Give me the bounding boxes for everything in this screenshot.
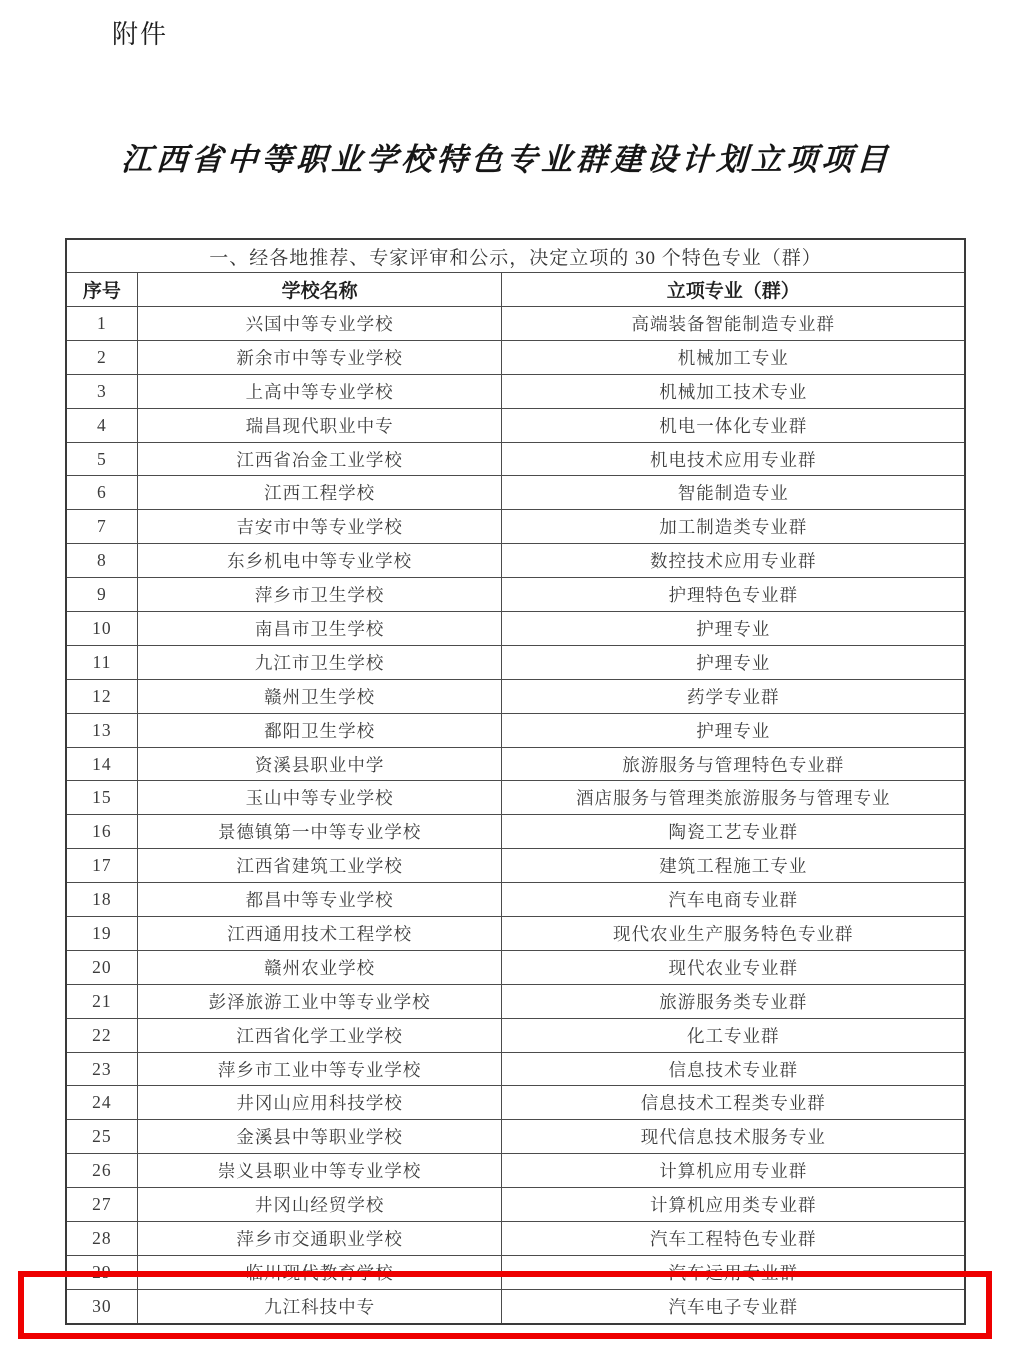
school-name: 南昌市卫生学校 (137, 612, 502, 646)
school-name: 九江科技中专 (137, 1289, 502, 1323)
table-row (66, 917, 965, 951)
row-number: 6 (66, 476, 137, 510)
row-number: 25 (66, 1120, 137, 1154)
school-name: 江西省化学工业学校 (137, 1018, 502, 1052)
table-row (66, 679, 965, 713)
table-body (66, 239, 965, 1324)
row-number: 29 (66, 1255, 137, 1289)
project-major: 护理专业 (502, 645, 965, 679)
project-major: 旅游服务类专业群 (502, 984, 965, 1018)
project-major: 酒店服务与管理类旅游服务与管理专业 (502, 781, 965, 815)
row-number: 9 (66, 578, 137, 612)
project-major: 高端装备智能制造专业群 (502, 307, 965, 341)
project-major: 加工制造类专业群 (502, 510, 965, 544)
school-name: 萍乡市工业中等专业学校 (137, 1052, 502, 1086)
project-major: 旅游服务与管理特色专业群 (502, 747, 965, 781)
row-number: 15 (66, 781, 137, 815)
projects-table (65, 238, 966, 1325)
project-major: 汽车工程特色专业群 (502, 1222, 965, 1256)
project-major: 药学专业群 (502, 679, 965, 713)
school-name: 兴国中等专业学校 (137, 307, 502, 341)
row-number: 17 (66, 849, 137, 883)
table-row (66, 544, 965, 578)
project-major: 护理专业 (502, 612, 965, 646)
column-header-no: 序号 (66, 273, 137, 307)
table-row (66, 612, 965, 646)
table-row (66, 1120, 965, 1154)
table-row (66, 984, 965, 1018)
row-number: 22 (66, 1018, 137, 1052)
row-number: 5 (66, 442, 137, 476)
project-major: 机械加工专业 (502, 340, 965, 374)
row-number: 12 (66, 679, 137, 713)
school-name: 新余市中等专业学校 (137, 340, 502, 374)
school-name: 景德镇第一中等专业学校 (137, 815, 502, 849)
row-number: 14 (66, 747, 137, 781)
row-number: 27 (66, 1188, 137, 1222)
school-name: 萍乡市交通职业学校 (137, 1222, 502, 1256)
row-number: 13 (66, 713, 137, 747)
table-row (66, 1018, 965, 1052)
row-number: 3 (66, 374, 137, 408)
row-number: 24 (66, 1086, 137, 1120)
table-row (66, 747, 965, 781)
table-row (66, 815, 965, 849)
school-name: 东乡机电中等专业学校 (137, 544, 502, 578)
school-name: 临川现代教育学校 (137, 1255, 502, 1289)
row-number: 28 (66, 1222, 137, 1256)
table-row (66, 1255, 965, 1289)
table-row (66, 781, 965, 815)
project-major: 建筑工程施工专业 (502, 849, 965, 883)
school-name: 江西通用技术工程学校 (137, 917, 502, 951)
table-row (66, 849, 965, 883)
row-number: 8 (66, 544, 137, 578)
row-number: 30 (66, 1289, 137, 1323)
project-major: 信息技术工程类专业群 (502, 1086, 965, 1120)
school-name: 彭泽旅游工业中等专业学校 (137, 984, 502, 1018)
row-number: 11 (66, 645, 137, 679)
project-major: 机电技术应用专业群 (502, 442, 965, 476)
project-major: 汽车电子专业群 (502, 1289, 965, 1323)
table-row (66, 1289, 965, 1323)
row-number: 7 (66, 510, 137, 544)
table-section-header: 一、经各地推荐、专家评审和公示，决定立项的 30 个特色专业（群） (66, 239, 965, 273)
project-major: 护理特色专业群 (502, 578, 965, 612)
project-major: 陶瓷工艺专业群 (502, 815, 965, 849)
table-row (66, 1188, 965, 1222)
project-major: 汽车电商专业群 (502, 883, 965, 917)
school-name: 鄱阳卫生学校 (137, 713, 502, 747)
project-major: 机械加工技术专业 (502, 374, 965, 408)
project-major: 数控技术应用专业群 (502, 544, 965, 578)
row-number: 16 (66, 815, 137, 849)
table-row (66, 476, 965, 510)
table-row (66, 883, 965, 917)
school-name: 江西省冶金工业学校 (137, 442, 502, 476)
school-name: 崇义县职业中等专业学校 (137, 1154, 502, 1188)
school-name: 萍乡市卫生学校 (137, 578, 502, 612)
school-name: 江西工程学校 (137, 476, 502, 510)
table-row (66, 340, 965, 374)
table-row (66, 1154, 965, 1188)
project-major: 护理专业 (502, 713, 965, 747)
project-major: 化工专业群 (502, 1018, 965, 1052)
projects-table-wrap (65, 238, 966, 1325)
school-name: 资溪县职业中学 (137, 747, 502, 781)
school-name: 金溪县中等职业学校 (137, 1120, 502, 1154)
row-number: 26 (66, 1154, 137, 1188)
project-major: 现代农业生产服务特色专业群 (502, 917, 965, 951)
row-number: 10 (66, 612, 137, 646)
row-number: 4 (66, 408, 137, 442)
row-number: 19 (66, 917, 137, 951)
project-major: 现代信息技术服务专业 (502, 1120, 965, 1154)
row-number: 20 (66, 950, 137, 984)
project-major: 信息技术专业群 (502, 1052, 965, 1086)
table-row (66, 408, 965, 442)
project-major: 计算机应用专业群 (502, 1154, 965, 1188)
project-major: 智能制造专业 (502, 476, 965, 510)
school-name: 赣州农业学校 (137, 950, 502, 984)
table-row (66, 1052, 965, 1086)
table-column-header-row (66, 273, 965, 307)
attachment-label: 附件 (112, 19, 169, 49)
row-number: 23 (66, 1052, 137, 1086)
table-row (66, 510, 965, 544)
table-row (66, 1086, 965, 1120)
table-row (66, 950, 965, 984)
school-name: 瑞昌现代职业中专 (137, 408, 502, 442)
school-name: 江西省建筑工业学校 (137, 849, 502, 883)
row-number: 21 (66, 984, 137, 1018)
document-title: 江西省中等职业学校特色专业群建设计划立项项目 (120, 142, 893, 177)
school-name: 井冈山经贸学校 (137, 1188, 502, 1222)
project-major: 汽车运用专业群 (502, 1255, 965, 1289)
row-number: 18 (66, 883, 137, 917)
table-row (66, 578, 965, 612)
school-name: 上高中等专业学校 (137, 374, 502, 408)
project-major: 机电一体化专业群 (502, 408, 965, 442)
table-row (66, 442, 965, 476)
school-name: 井冈山应用科技学校 (137, 1086, 502, 1120)
project-major: 计算机应用类专业群 (502, 1188, 965, 1222)
school-name: 都昌中等专业学校 (137, 883, 502, 917)
table-row (66, 645, 965, 679)
row-number: 2 (66, 340, 137, 374)
table-row (66, 307, 965, 341)
school-name: 玉山中等专业学校 (137, 781, 502, 815)
table-row (66, 374, 965, 408)
table-section-header-row (66, 239, 965, 273)
table-row (66, 713, 965, 747)
row-number: 1 (66, 307, 137, 341)
school-name: 吉安市中等专业学校 (137, 510, 502, 544)
school-name: 九江市卫生学校 (137, 645, 502, 679)
table-row (66, 1222, 965, 1256)
school-name: 赣州卫生学校 (137, 679, 502, 713)
project-major: 现代农业专业群 (502, 950, 965, 984)
column-header-major: 立项专业（群） (502, 273, 965, 307)
column-header-school: 学校名称 (137, 273, 502, 307)
